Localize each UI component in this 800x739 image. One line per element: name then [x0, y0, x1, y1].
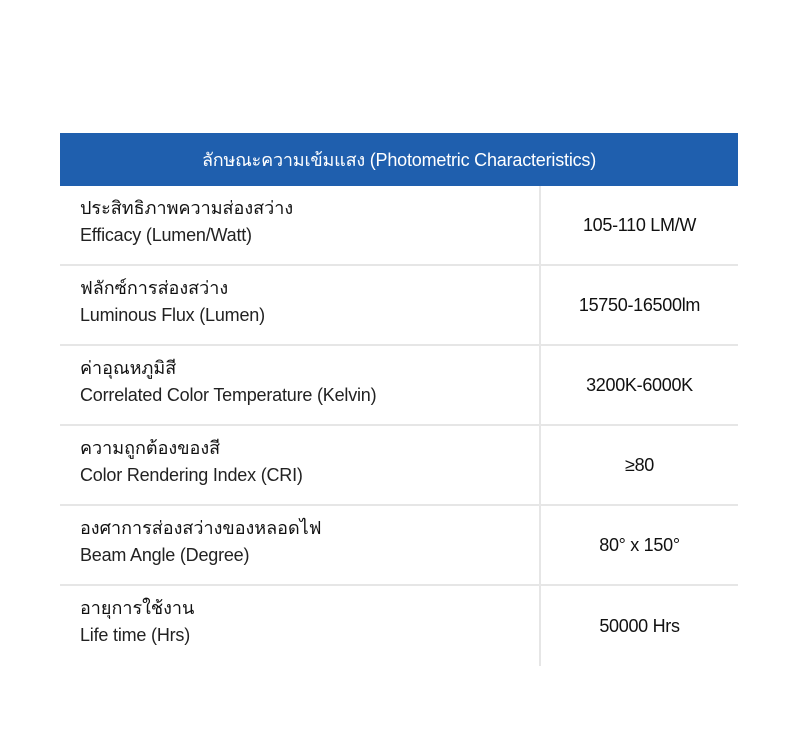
- table-row-luminous-flux: [60, 266, 738, 346]
- row-label-english: Color Rendering Index (CRI): [80, 465, 303, 485]
- row-label-thai: อายุการใช้งาน: [80, 598, 195, 619]
- table-row-efficacy: [60, 186, 738, 266]
- row-label-cell: [60, 506, 541, 584]
- table-row-color-temperature: [60, 346, 738, 426]
- row-value: 80° x 150°: [599, 534, 680, 555]
- row-label-cell: [60, 426, 541, 504]
- row-value: 50000 Hrs: [599, 615, 680, 636]
- row-label-english: Luminous Flux (Lumen): [80, 305, 265, 325]
- row-label-english: Correlated Color Temperature (Kelvin): [80, 385, 377, 405]
- table-row-beam-angle: [60, 506, 738, 586]
- row-label-cell: [60, 186, 541, 264]
- row-label-cell: [60, 346, 541, 424]
- row-label-thai: องศาการส่องสว่างของหลอดไฟ: [80, 518, 322, 539]
- row-label-thai: ค่าอุณหภูมิสี: [80, 358, 177, 379]
- table-row-life-time: [60, 586, 738, 666]
- row-label-cell: [60, 586, 541, 666]
- row-value: 105-110 LM/W: [582, 214, 697, 235]
- row-label-english: Efficacy (Lumen/Watt): [80, 225, 252, 245]
- table-title: ลักษณะความเข้มแสง (Photometric Characteristics): [201, 150, 597, 170]
- row-label-thai: ฟลักซ์การส่องสว่าง: [80, 278, 229, 299]
- row-value: 15750-16500lm: [578, 294, 701, 315]
- row-label-english: Life time (Hrs): [80, 625, 191, 645]
- row-label-thai: ประสิทธิภาพความส่องสว่าง: [80, 198, 294, 219]
- row-value: ≥80: [624, 454, 654, 475]
- table-header: [60, 133, 738, 186]
- row-label-cell: [60, 266, 541, 344]
- row-label-thai: ความถูกต้องของสี: [80, 438, 221, 459]
- row-value: 3200K-6000K: [586, 374, 693, 395]
- table-row-cri: [60, 426, 738, 506]
- photometric-spec-table: [60, 133, 738, 666]
- row-label-english: Beam Angle (Degree): [80, 545, 250, 565]
